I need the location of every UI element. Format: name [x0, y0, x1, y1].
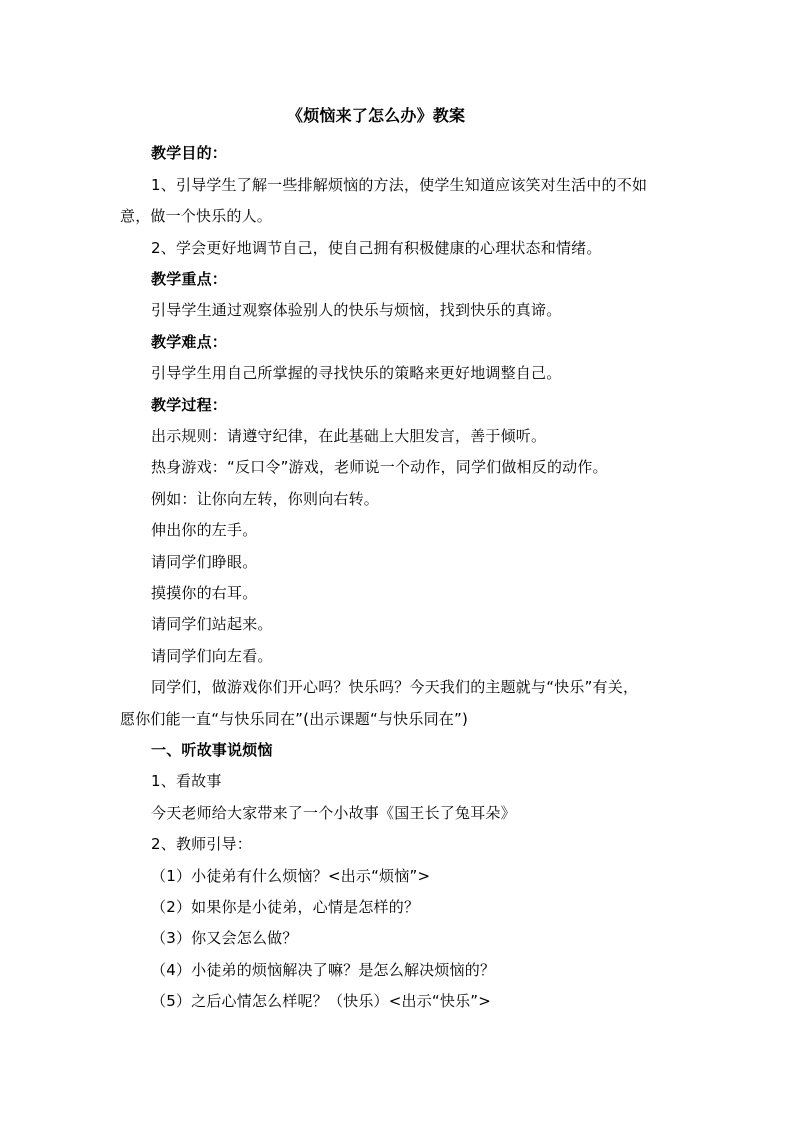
list-item: （2）如果你是小徒弟，心情是怎样的？: [151, 898, 420, 916]
paragraph-line: 愿你们能一直“与快乐同在”(出示课题“与快乐同在”): [120, 710, 468, 728]
paragraph-line: 2、学会更好地调节自己，使自己拥有积极健康的心理状态和情绪。: [151, 239, 602, 257]
paragraph-line: 伸出你的左手。: [151, 521, 258, 539]
paragraph-line: 热身游戏：“反口令”游戏，老师说一个动作，同学们做相反的动作。: [151, 458, 608, 476]
paragraph-line: 引导学生通过观察体验别人的快乐与烦恼，找到快乐的真谛。: [151, 301, 562, 319]
paragraph-line: 例如：让你向左转，你则向右转。: [151, 490, 380, 508]
paragraph-line: 请同学们站起来。: [151, 615, 273, 633]
paragraph-line: 出示规则：请遵守纪律，在此基础上大胆发言，善于倾听。: [151, 427, 547, 445]
section-heading-story: 一、听故事说烦恼: [151, 741, 273, 759]
list-item: （1）小徒弟有什么烦恼？<出示“烦恼”>: [151, 867, 431, 885]
paragraph-line: 意，做一个快乐的人。: [120, 207, 273, 225]
paragraph-line: 请同学们向左看。: [151, 647, 273, 665]
heading-key-points: 教学重点：: [151, 270, 228, 288]
paragraph-line: 2、教师引导：: [151, 835, 252, 853]
document-title: 《烦恼来了怎么办》教案: [287, 106, 466, 125]
paragraph-line: 1、看故事: [151, 772, 222, 790]
list-item: （4）小徒弟的烦恼解决了嘛？是怎么解决烦恼的？: [151, 961, 496, 979]
heading-objectives: 教学目的：: [151, 144, 228, 162]
paragraph-line: 请同学们睁眼。: [151, 553, 258, 571]
paragraph-line: 同学们，做游戏你们开心吗？快乐吗？今天我们的主题就与“快乐”有关，: [151, 678, 639, 696]
list-item: （3）你又会怎么做？: [151, 929, 298, 947]
paragraph-line: 引导学生用自己所掌握的寻找快乐的策略来更好地调整自己。: [151, 364, 562, 382]
heading-process: 教学过程：: [151, 396, 228, 414]
paragraph-line: 今天老师给大家带来了一个小故事《国王长了兔耳朵》: [151, 804, 516, 822]
list-item: （5）之后心情怎么样呢？（快乐）<出示“快乐”>: [151, 992, 492, 1010]
paragraph-line: 摸摸你的右耳。: [151, 584, 258, 602]
heading-difficulties: 教学难点：: [151, 333, 228, 351]
paragraph-line: 1、引导学生了解一些排解烦恼的方法，使学生知道应该笑对生活中的不如: [151, 176, 648, 194]
